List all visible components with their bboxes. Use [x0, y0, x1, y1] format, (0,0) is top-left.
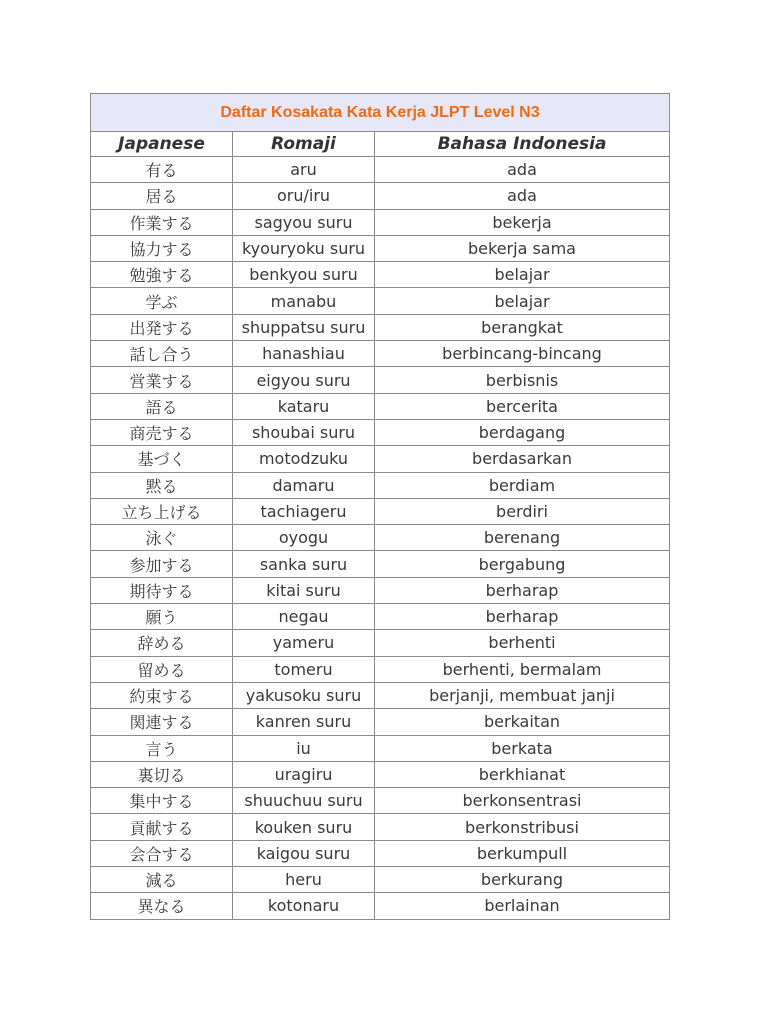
indonesian-cell: berdiam: [375, 472, 670, 498]
table-row: [91, 314, 670, 340]
romaji-cell: tomeru: [233, 656, 375, 682]
table-row: [91, 446, 670, 472]
table-row: [91, 551, 670, 577]
romaji-cell: shuuchuu suru: [233, 788, 375, 814]
japanese-cell: 出発する: [91, 314, 233, 340]
indonesian-cell: berharap: [375, 577, 670, 603]
indonesian-cell: belajar: [375, 288, 670, 314]
japanese-cell: 異なる: [91, 893, 233, 919]
column-header-romaji: Romaji: [233, 132, 375, 157]
japanese-cell: 留める: [91, 656, 233, 682]
indonesian-cell: berbincang-bincang: [375, 341, 670, 367]
table-row: [91, 814, 670, 840]
indonesian-cell: berenang: [375, 525, 670, 551]
romaji-cell: kitai suru: [233, 577, 375, 603]
japanese-cell: 貢献する: [91, 814, 233, 840]
japanese-cell: 期待する: [91, 577, 233, 603]
japanese-cell: 辞める: [91, 630, 233, 656]
romaji-cell: heru: [233, 867, 375, 893]
japanese-cell: 商売する: [91, 419, 233, 445]
japanese-cell: 協力する: [91, 235, 233, 261]
column-header-indonesian: Bahasa Indonesia: [375, 132, 670, 157]
romaji-cell: kyouryoku suru: [233, 235, 375, 261]
table-row: [91, 235, 670, 261]
table-row: [91, 183, 670, 209]
table-row: [91, 525, 670, 551]
indonesian-cell: ada: [375, 157, 670, 183]
table-row: [91, 735, 670, 761]
indonesian-cell: bercerita: [375, 393, 670, 419]
table-row: [91, 472, 670, 498]
indonesian-cell: berkata: [375, 735, 670, 761]
romaji-cell: shuppatsu suru: [233, 314, 375, 340]
header-row: [91, 132, 670, 157]
romaji-cell: kaigou suru: [233, 840, 375, 866]
romaji-cell: damaru: [233, 472, 375, 498]
romaji-cell: aru: [233, 157, 375, 183]
japanese-cell: 有る: [91, 157, 233, 183]
indonesian-cell: ada: [375, 183, 670, 209]
japanese-cell: 約束する: [91, 682, 233, 708]
table-row: [91, 367, 670, 393]
romaji-cell: sagyou suru: [233, 209, 375, 235]
japanese-cell: 勉強する: [91, 262, 233, 288]
column-header-japanese: Japanese: [91, 132, 233, 157]
indonesian-cell: berdagang: [375, 419, 670, 445]
japanese-cell: 営業する: [91, 367, 233, 393]
indonesian-cell: berkonsentrasi: [375, 788, 670, 814]
table-row: [91, 840, 670, 866]
romaji-cell: benkyou suru: [233, 262, 375, 288]
romaji-cell: hanashiau: [233, 341, 375, 367]
indonesian-cell: bekerja: [375, 209, 670, 235]
japanese-cell: 話し合う: [91, 341, 233, 367]
table-row: [91, 157, 670, 183]
table-row: [91, 788, 670, 814]
title-row: [91, 94, 670, 132]
japanese-cell: 黙る: [91, 472, 233, 498]
indonesian-cell: berkumpull: [375, 840, 670, 866]
table-row: [91, 288, 670, 314]
romaji-cell: manabu: [233, 288, 375, 314]
romaji-cell: kotonaru: [233, 893, 375, 919]
japanese-cell: 減る: [91, 867, 233, 893]
table-body: [91, 157, 670, 920]
romaji-cell: kataru: [233, 393, 375, 419]
vocabulary-table: [90, 93, 670, 920]
romaji-cell: kanren suru: [233, 709, 375, 735]
table-row: [91, 867, 670, 893]
romaji-cell: tachiageru: [233, 498, 375, 524]
indonesian-cell: berkaitan: [375, 709, 670, 735]
japanese-cell: 学ぶ: [91, 288, 233, 314]
table-row: [91, 419, 670, 445]
japanese-cell: 会合する: [91, 840, 233, 866]
romaji-cell: yameru: [233, 630, 375, 656]
japanese-cell: 泳ぐ: [91, 525, 233, 551]
indonesian-cell: belajar: [375, 262, 670, 288]
japanese-cell: 裏切る: [91, 761, 233, 787]
indonesian-cell: berhenti, bermalam: [375, 656, 670, 682]
table-title: Daftar Kosakata Kata Kerja JLPT Level N3: [91, 94, 670, 132]
romaji-cell: motodzuku: [233, 446, 375, 472]
romaji-cell: kouken suru: [233, 814, 375, 840]
romaji-cell: eigyou suru: [233, 367, 375, 393]
romaji-cell: oyogu: [233, 525, 375, 551]
table-row: [91, 604, 670, 630]
table-row: [91, 341, 670, 367]
table-row: [91, 393, 670, 419]
table-row: [91, 498, 670, 524]
romaji-cell: negau: [233, 604, 375, 630]
indonesian-cell: berdiri: [375, 498, 670, 524]
indonesian-cell: berkonstribusi: [375, 814, 670, 840]
romaji-cell: sanka suru: [233, 551, 375, 577]
table-row: [91, 630, 670, 656]
japanese-cell: 関連する: [91, 709, 233, 735]
japanese-cell: 居る: [91, 183, 233, 209]
romaji-cell: uragiru: [233, 761, 375, 787]
romaji-cell: shoubai suru: [233, 419, 375, 445]
japanese-cell: 語る: [91, 393, 233, 419]
indonesian-cell: berangkat: [375, 314, 670, 340]
japanese-cell: 集中する: [91, 788, 233, 814]
romaji-cell: yakusoku suru: [233, 682, 375, 708]
japanese-cell: 願う: [91, 604, 233, 630]
indonesian-cell: berdasarkan: [375, 446, 670, 472]
japanese-cell: 参加する: [91, 551, 233, 577]
table-row: [91, 656, 670, 682]
indonesian-cell: berhenti: [375, 630, 670, 656]
indonesian-cell: bergabung: [375, 551, 670, 577]
indonesian-cell: berlainan: [375, 893, 670, 919]
japanese-cell: 言う: [91, 735, 233, 761]
romaji-cell: oru/iru: [233, 183, 375, 209]
table-row: [91, 209, 670, 235]
table-row: [91, 577, 670, 603]
table-row: [91, 893, 670, 919]
japanese-cell: 作業する: [91, 209, 233, 235]
indonesian-cell: berkurang: [375, 867, 670, 893]
indonesian-cell: bekerja sama: [375, 235, 670, 261]
indonesian-cell: berbisnis: [375, 367, 670, 393]
table-row: [91, 761, 670, 787]
indonesian-cell: berharap: [375, 604, 670, 630]
japanese-cell: 立ち上げる: [91, 498, 233, 524]
table-row: [91, 682, 670, 708]
indonesian-cell: berjanji, membuat janji: [375, 682, 670, 708]
romaji-cell: iu: [233, 735, 375, 761]
japanese-cell: 基づく: [91, 446, 233, 472]
table-row: [91, 262, 670, 288]
indonesian-cell: berkhianat: [375, 761, 670, 787]
table-row: [91, 709, 670, 735]
